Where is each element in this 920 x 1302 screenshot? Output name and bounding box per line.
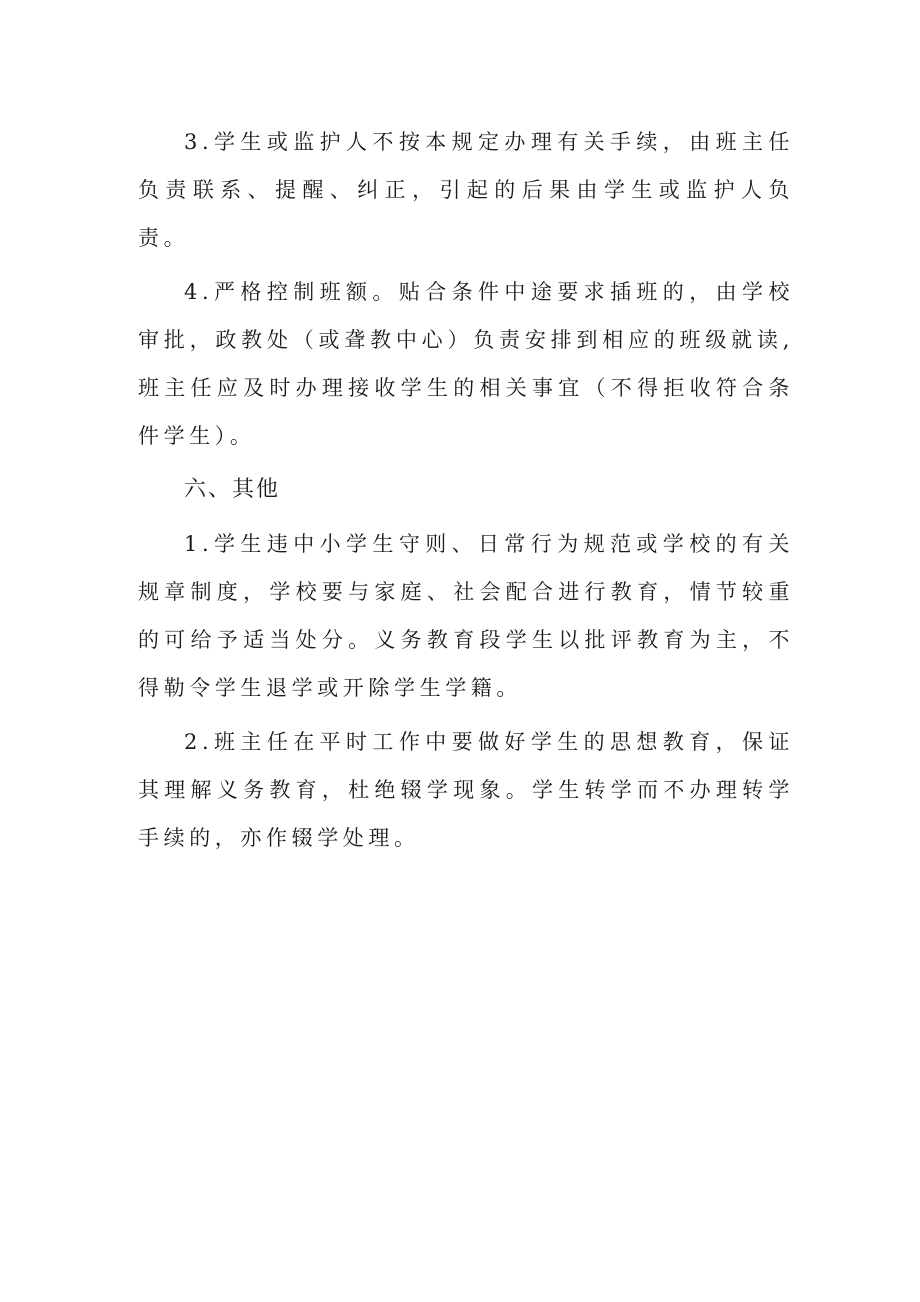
paragraph-item-6-1: 1.学生违中小学生守则、日常行为规范或学校的有关规章制度，学校要与家庭、社会配合进行教育，情节较重的可给予适当处分。义务教育段学生以批评教育为主，不得勒令学生退学或开除学生学籍。 [138, 532, 794, 700]
paragraph-item-6-2: 2.班主任在平时工作中要做好学生的思想教育，保证其理解义务教育，杜绝辍学现象。学生转学而不办理转学手续的，亦作辍学处理。 [138, 730, 794, 850]
paragraph-item-4: 4.严格控制班额。贴合条件中途要求插班的，由学校审批，政教处（或聋教中心）负责安排到相应的班级就读,班主任应及时办理接收学生的相关事宜（不得拒收符合条件学生）。 [138, 280, 794, 448]
paragraph-item-3: 3.学生或监护人不按本规定办理有关手续，由班主任负责联系、提醒、纠正，引起的后果由学生或监护人负责。 [138, 130, 794, 250]
section-heading-other: 六、其他 [184, 477, 281, 502]
document-page [138, 118, 794, 862]
